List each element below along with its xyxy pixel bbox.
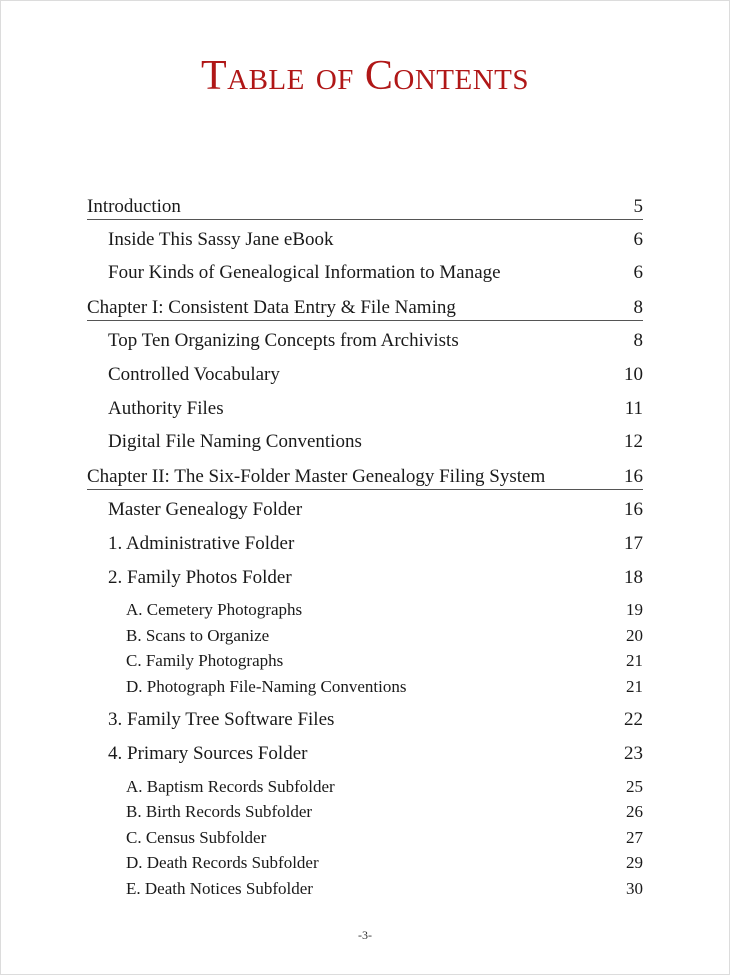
toc-subsection[interactable] (126, 677, 643, 697)
toc-subsection[interactable] (126, 600, 643, 620)
toc-entry-page: 6 (633, 229, 643, 250)
toc-entry-page: 30 (626, 879, 643, 898)
toc-entry-label: Four Kinds of Genealogical Information to Manage (108, 262, 501, 283)
toc-entry-label: Introduction (87, 196, 181, 217)
toc-entry-label: Chapter I: Consistent Data Entry & File Naming (87, 297, 456, 318)
toc-entry-page: 26 (626, 802, 643, 821)
toc-entry-page: 10 (624, 364, 643, 385)
toc-entry-page: 22 (624, 709, 643, 730)
toc-entry-label: A. Cemetery Photographs (126, 600, 303, 619)
toc-entry-label: D. Death Records Subfolder (126, 853, 319, 872)
toc-subsection[interactable] (126, 879, 643, 899)
toc-entry-label: Master Genealogy Folder (108, 499, 303, 520)
toc-section[interactable] (108, 743, 643, 765)
toc-subsection[interactable] (126, 777, 643, 797)
toc-entry-label: 2. Family Photos Folder (108, 567, 292, 588)
toc-entry-page: 25 (626, 777, 643, 796)
toc-entry-page: 11 (624, 398, 643, 419)
toc-entry-label: 3. Family Tree Software Files (108, 709, 335, 730)
toc-subsection[interactable] (126, 651, 643, 671)
toc-entry-label: B. Birth Records Subfolder (126, 802, 313, 821)
toc-section[interactable] (108, 398, 643, 420)
toc-entry-page: 12 (624, 431, 643, 452)
toc-entry-page: 21 (626, 651, 643, 670)
toc-subsection[interactable] (126, 802, 643, 822)
toc-chapter-2[interactable] (87, 466, 643, 490)
toc-entry-page: 6 (633, 262, 643, 283)
toc-section[interactable] (108, 533, 643, 555)
toc-entry-label: B. Scans to Organize (126, 626, 270, 645)
toc-entry-label: Top Ten Organizing Concepts from Archivists (108, 330, 459, 351)
toc-subsection[interactable] (126, 853, 643, 873)
toc-entry-page: 20 (626, 626, 643, 645)
toc-subsection[interactable] (126, 626, 643, 646)
toc-entry-page: 17 (624, 533, 643, 554)
toc-section[interactable] (108, 229, 643, 251)
toc-entry-page: 23 (624, 743, 643, 764)
toc-section[interactable] (108, 262, 643, 284)
toc-entry-label: 1. Administrative Folder (108, 533, 295, 554)
toc-entry-label: Digital File Naming Conventions (108, 431, 362, 452)
toc-entry-label: E. Death Notices Subfolder (126, 879, 313, 898)
toc-entry-page: 16 (624, 466, 643, 487)
page-number-footer: -3- (358, 928, 372, 942)
page-title: Table of Contents (200, 53, 530, 99)
toc-entry-label: C. Family Photographs (126, 651, 284, 670)
toc-entry-page: 27 (626, 828, 643, 847)
toc-entry-label: Chapter II: The Six-Folder Master Genealogy Filing System (87, 466, 546, 487)
toc-entry-page: 8 (633, 297, 643, 318)
toc-section[interactable] (108, 567, 643, 589)
toc-section[interactable] (108, 431, 643, 453)
toc-entry-page: 5 (633, 196, 643, 217)
toc-entry-page: 19 (626, 600, 643, 619)
toc-entry-page: 8 (633, 330, 643, 351)
toc-entry-page: 18 (624, 567, 643, 588)
toc-entry-label: C. Census Subfolder (126, 828, 267, 847)
toc-entry-label: Inside This Sassy Jane eBook (108, 229, 334, 250)
toc-subsection[interactable] (126, 828, 643, 848)
toc-entry-label: D. Photograph File-Naming Conventions (126, 677, 407, 696)
toc-entry-label: 4. Primary Sources Folder (108, 743, 308, 764)
toc-section[interactable] (108, 499, 643, 521)
toc-entry-page: 21 (626, 677, 643, 696)
toc-chapter-introduction[interactable] (87, 196, 643, 220)
toc-entry-label: Controlled Vocabulary (108, 364, 280, 385)
toc-section[interactable] (108, 709, 643, 731)
toc-entry-label: A. Baptism Records Subfolder (126, 777, 335, 796)
toc-section[interactable] (108, 330, 643, 352)
toc-entry-page: 16 (624, 499, 643, 520)
toc-chapter-1[interactable] (87, 297, 643, 321)
toc-entry-label: Authority Files (108, 398, 224, 419)
toc-section[interactable] (108, 364, 643, 386)
toc-entry-page: 29 (626, 853, 643, 872)
